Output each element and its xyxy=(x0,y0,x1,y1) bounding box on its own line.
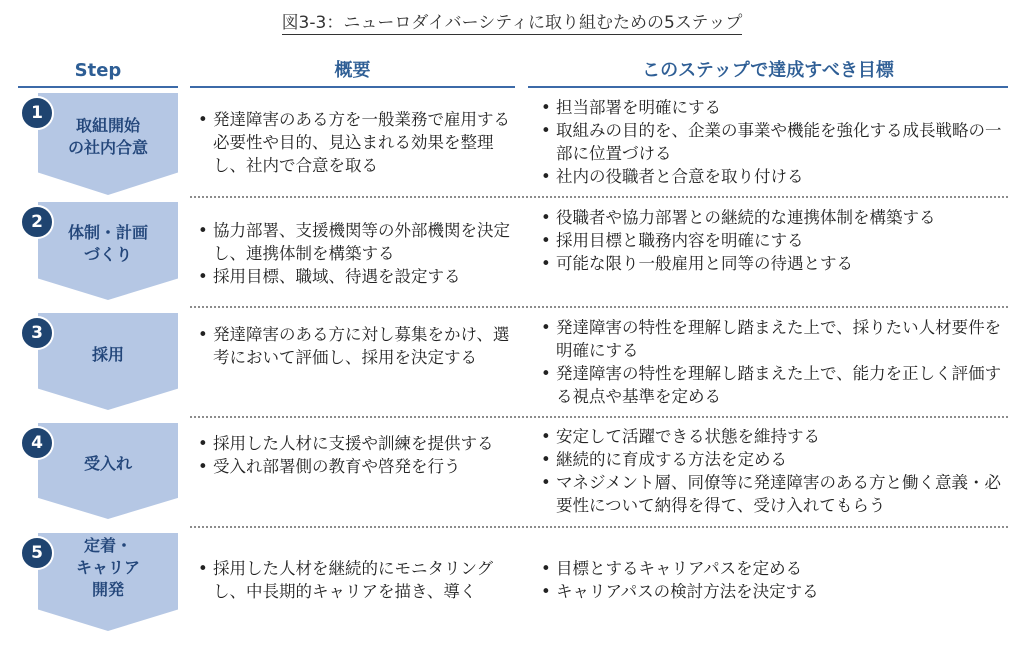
step-name xyxy=(38,535,178,601)
step-name xyxy=(38,115,178,159)
overview-item: • 受入れ部署側の教育や啓発を行う xyxy=(197,455,513,478)
step-name xyxy=(38,222,178,266)
goal-item: • マネジメント層、同僚等に発達障害のある方と働く意義・必要性について納得を得て、受け入れてもらう xyxy=(540,471,1010,517)
step-overview xyxy=(197,219,513,288)
goal-item: • 採用目標と職務内容を明確にする xyxy=(540,229,1010,252)
step-name-line: 定着・ xyxy=(83,536,132,555)
figure-title: 図3-3：ニューロダイバーシティに取り組むための5ステップ xyxy=(281,13,743,33)
step-name-line: 受入れ xyxy=(83,454,132,473)
row-separator xyxy=(190,306,1008,308)
goal-item: • 取組みの目的を、企業の事業や機能を強化する成長戦略の一部に位置づける xyxy=(540,119,1010,165)
step-overview xyxy=(197,557,513,603)
goal-item: • 目標とするキャリアパスを定める xyxy=(540,557,1010,580)
row-separator xyxy=(190,196,1008,198)
goal-item: • 社内の役職者と合意を取り付ける xyxy=(540,165,1010,188)
goal-item: • 発達障害の特性を理解し踏まえた上で、能力を正しく評価する視点や基準を定める xyxy=(540,362,1010,408)
step-name-line: キャリア xyxy=(75,558,140,577)
header-goals: このステップで達成すべき目標 xyxy=(528,56,1008,88)
step-number-badge: 2 xyxy=(20,205,54,239)
step-goals xyxy=(540,96,1010,188)
overview-item: • 採用した人材に支援や訓練を提供する xyxy=(197,432,513,455)
goal-item: • 発達障害の特性を理解し踏まえた上で、採りたい人材要件を明確にする xyxy=(540,316,1010,362)
overview-item: • 協力部署、支援機関等の外部機関を決定し、連携体制を構築する xyxy=(197,219,513,265)
step-goals xyxy=(540,316,1010,408)
goal-item: • 可能な限り一般雇用と同等の待遇とする xyxy=(540,252,1010,275)
overview-item: • 採用した人材を継続的にモニタリングし、中長期的キャリアを描き、導く xyxy=(197,557,513,603)
overview-item: • 採用目標、職域、待遇を設定する xyxy=(197,265,513,288)
step-name-line: の社内合意 xyxy=(67,138,148,157)
step-number-badge: 4 xyxy=(20,426,54,460)
step-name-line: 取組開始 xyxy=(75,116,140,135)
step-name-line: 開発 xyxy=(91,580,124,599)
goal-item: • キャリアパスの検討方法を決定する xyxy=(540,580,1010,603)
step-number-badge: 1 xyxy=(20,96,54,130)
goal-item: • 継続的に育成する方法を定める xyxy=(540,448,1010,471)
header-overview: 概要 xyxy=(190,56,515,88)
step-goals xyxy=(540,206,1010,275)
step-name xyxy=(38,453,178,475)
goal-item: • 安定して活躍できる状態を維持する xyxy=(540,425,1010,448)
step-overview xyxy=(197,323,513,369)
step-number-badge: 5 xyxy=(20,536,54,570)
step-goals xyxy=(540,425,1010,517)
row-separator xyxy=(190,526,1008,528)
step-name-line: づくり xyxy=(83,245,132,264)
step-name-line: 体制・計画 xyxy=(67,223,148,242)
overview-item: • 発達障害のある方に対し募集をかけ、選考において評価し、採用を決定する xyxy=(197,323,513,369)
step-overview xyxy=(197,432,513,478)
overview-item: • 発達障害のある方を一般業務で雇用する必要性や目的、見込まれる効果を整理し、社内で合意を取る xyxy=(197,108,513,177)
step-number-badge: 3 xyxy=(20,316,54,350)
header-step: Step xyxy=(18,56,178,88)
step-name-line: 採用 xyxy=(91,345,124,364)
step-overview xyxy=(197,108,513,177)
row-separator xyxy=(190,416,1008,418)
goal-item: • 担当部署を明確にする xyxy=(540,96,1010,119)
step-name xyxy=(38,344,178,366)
goal-item: • 役職者や協力部署との継続的な連携体制を構築する xyxy=(540,206,1010,229)
step-goals xyxy=(540,557,1010,603)
